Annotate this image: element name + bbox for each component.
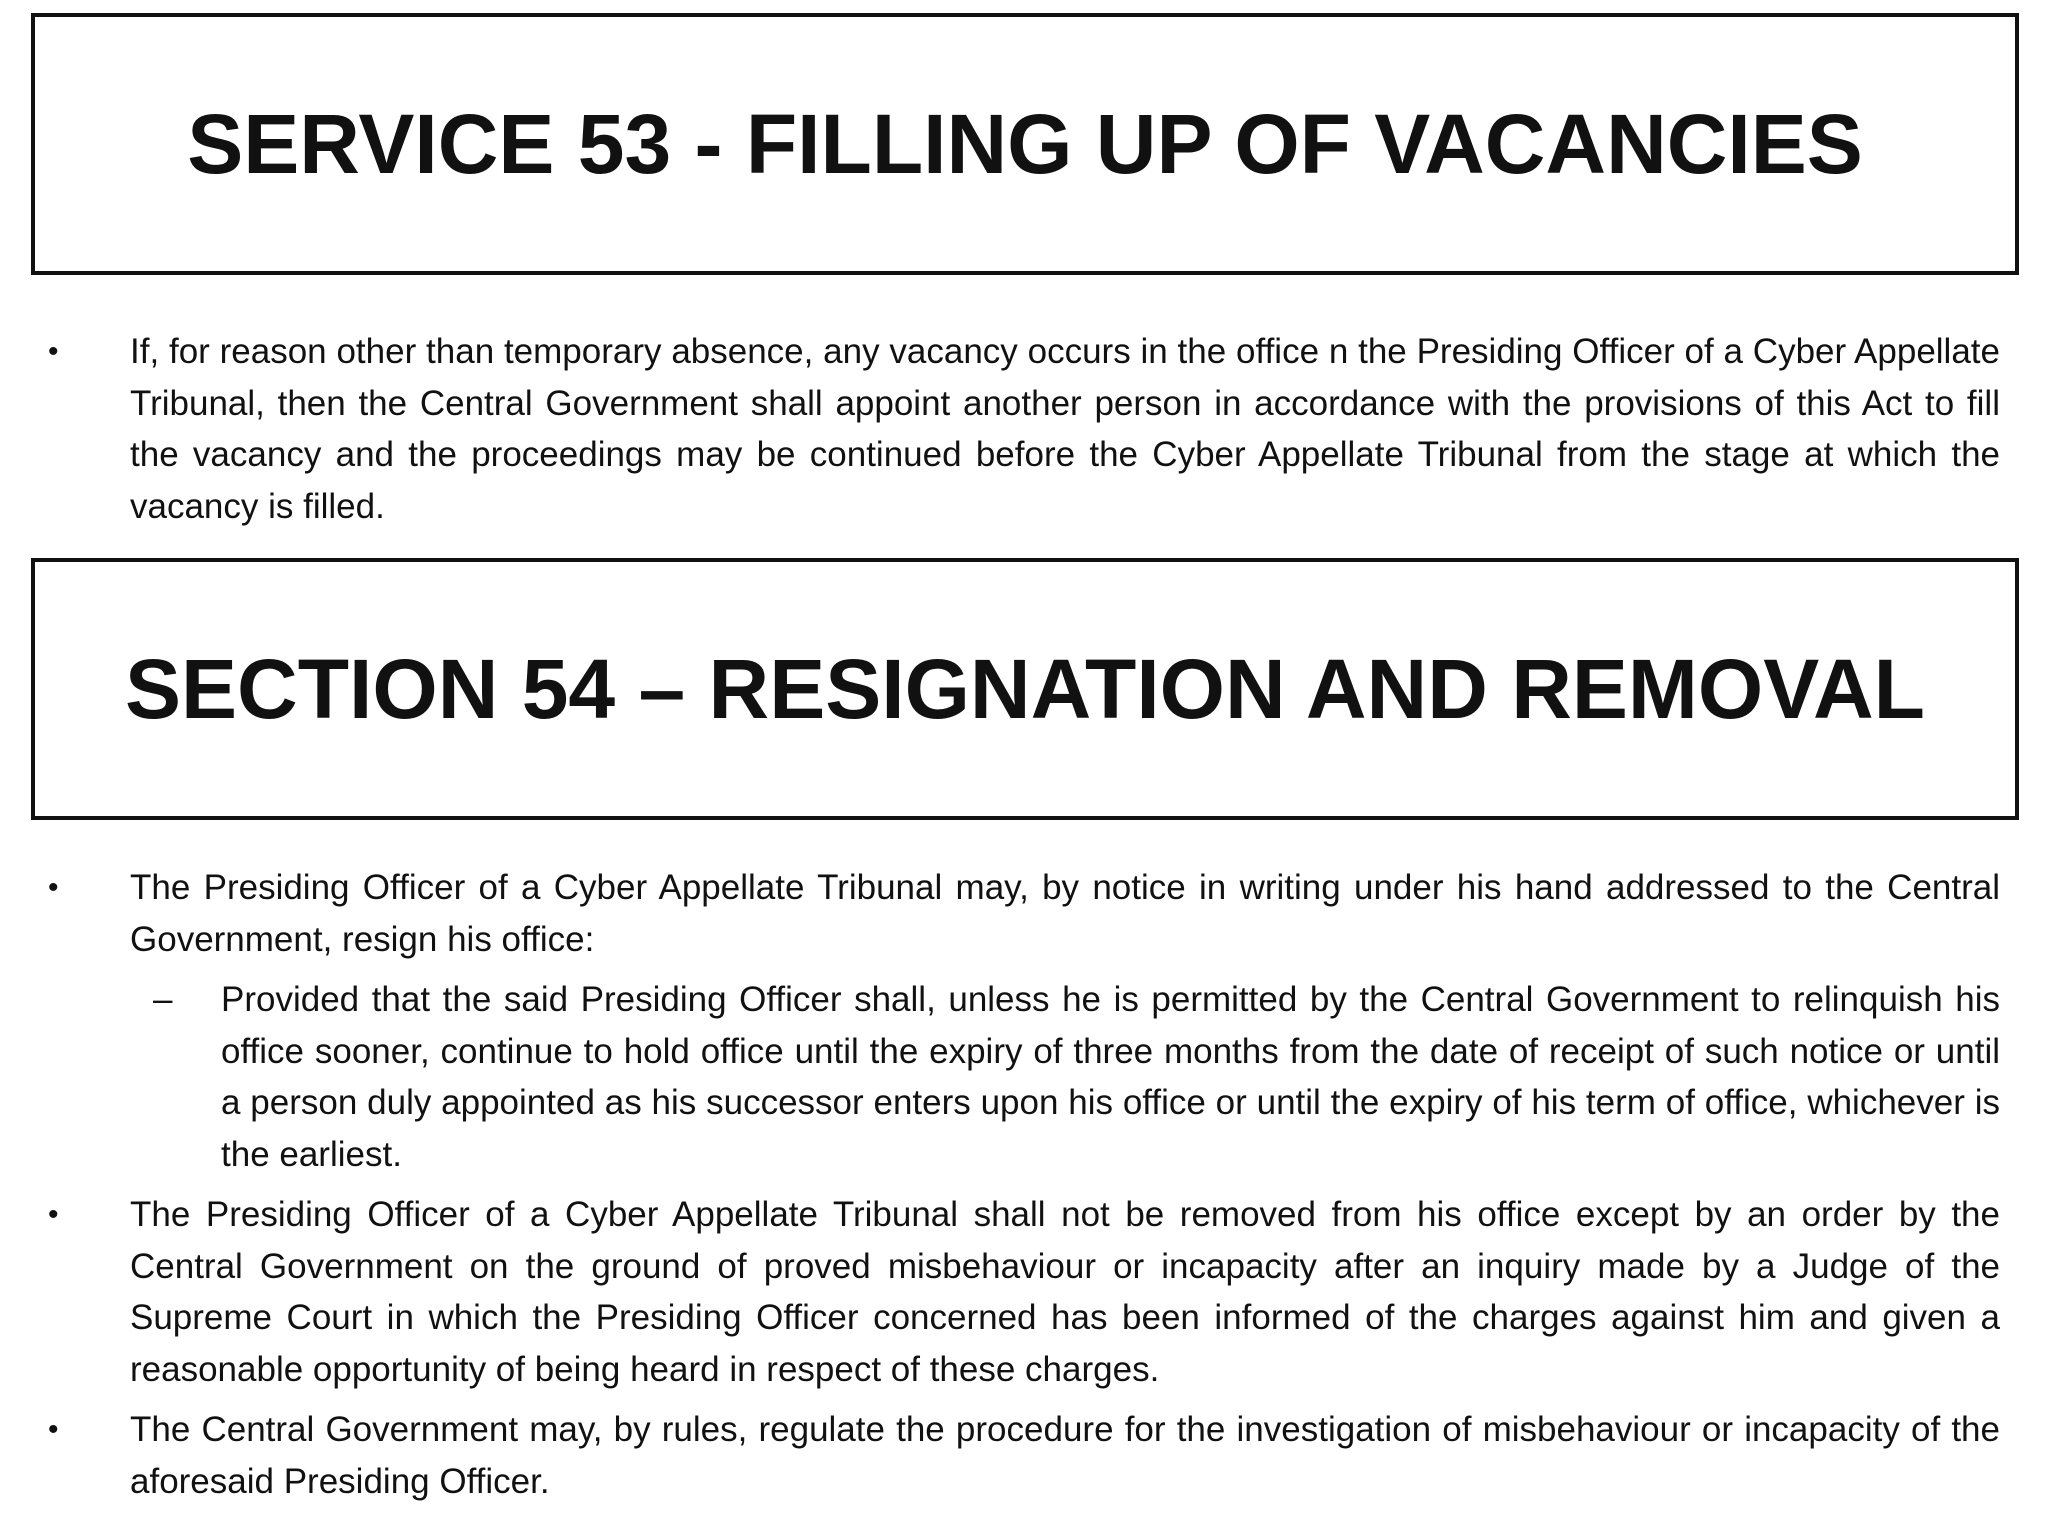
section-54-bullet-list bbox=[48, 862, 2000, 1516]
section-53-bullet-1 bbox=[48, 326, 2000, 532]
bullet-icon: • bbox=[48, 1198, 59, 1231]
bullet-icon: • bbox=[48, 335, 59, 368]
bullet-text: The Presiding Officer of a Cyber Appellate Tribunal may, by notice in writing under his hand addressed to the Central Government, resign his office: bbox=[130, 868, 2000, 959]
section-53-title: SERVICE 53 - FILLING UP OF VACANCIES bbox=[187, 97, 1863, 191]
section-54-sub-bullet-1 bbox=[48, 974, 2000, 1180]
section-54-bullet-1 bbox=[48, 862, 2000, 965]
section-54-bullet-2 bbox=[48, 1189, 2000, 1395]
section-53-bullet-list bbox=[48, 326, 2000, 541]
bullet-text: The Central Government may, by rules, regulate the procedure for the investigation of misbehaviour or incapacity of the aforesaid Presiding Officer. bbox=[130, 1410, 2000, 1501]
section-54-bullet-3 bbox=[48, 1404, 2000, 1507]
section-54-title-box bbox=[31, 558, 2019, 820]
dash-icon: – bbox=[153, 980, 173, 1019]
bullet-icon: • bbox=[48, 871, 59, 904]
bullet-text: The Presiding Officer of a Cyber Appellate Tribunal shall not be removed from his office except by an order by the Central Government on the ground of proved misbehaviour or incapacity after an inquiry made by a Judge of the Supreme Court in which the Presiding Officer concerned has been informed of the charges against him and given a reasonable opportunity of being heard in respect of these charges. bbox=[130, 1195, 2000, 1389]
bullet-text: If, for reason other than temporary absence, any vacancy occurs in the office n the Presiding Officer of a Cyber Appellate Tribunal, then the Central Government shall appoint another person in accordance with the provisions of this Act to fill the vacancy and the proceedings may be continued before the Cyber Appellate Tribunal from the stage at which the vacancy is filled. bbox=[130, 332, 2000, 526]
sub-bullet-text: Provided that the said Presiding Officer shall, unless he is permitted by the Central Government to relinquish his office sooner, continue to hold office until the expiry of three months from the date of receipt of such notice or until a person duly appointed as his successor enters upon his office or until the expiry of his term of office, whichever is the earliest. bbox=[221, 980, 2000, 1174]
section-53-title-box bbox=[31, 13, 2019, 275]
section-54-title: SECTION 54 – RESIGNATION AND REMOVAL bbox=[125, 642, 1925, 736]
bullet-icon: • bbox=[48, 1413, 59, 1446]
